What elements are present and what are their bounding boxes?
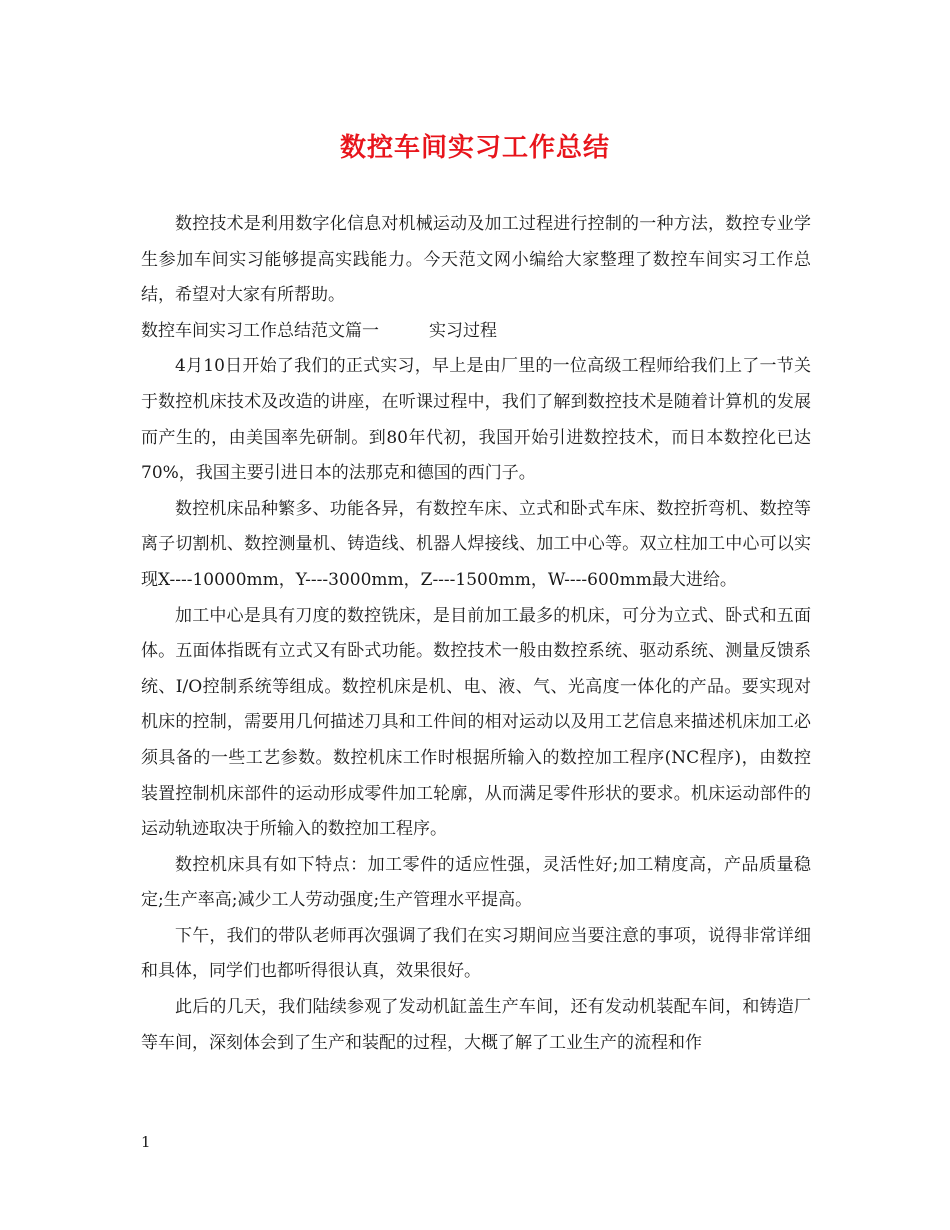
body-paragraph: 此后的几天，我们陆续参观了发动机缸盖生产车间，还有发动机装配车间，和铸造厂等车间，深刻体会到了生产和装配的过程，大概了解了工业生产的流程和作 — [141, 997, 811, 1053]
intro-paragraph: 数控技术是利用数字化信息对机械运动及加工过程进行控制的一种方法，数控专业学生参加车间实习能够提高实践能力。今天范文网小编给大家整理了数控车间实习工作总结，希望对大家有所帮助。 — [141, 214, 811, 306]
body-paragraph: 4月10日开始了我们的正式实习，早上是由厂里的一位高级工程师给我们上了一节关于数控机床技术及改造的讲座，在听课过程中，我们了解到数控技术是随着计算机的发展而产生的，由美国率先研制。到80年代初，我国开始引进数控技术，而日本数控化已达70%，我国主要引进日本的法那克和德国的西门子。 — [141, 356, 811, 484]
page-number: 1 — [141, 1133, 151, 1151]
body-paragraph: 数控机床品种繁多、功能各异，有数控车床、立式和卧式车床、数控折弯机、数控等离子切割机、数控测量机、铸造线、机器人焊接线、加工中心等。双立柱加工中心可以实现X----10000mm，Y----3000mm，Z----1500mm，W----600mm最大进给。 — [141, 498, 811, 590]
section-heading — [141, 314, 811, 350]
body-paragraph: 数控机床具有如下特点：加工零件的适应性强，灵活性好;加工精度高，产品质量稳定;生产率高;减少工人劳动强度;生产管理水平提高。 — [141, 854, 811, 911]
document-body — [141, 207, 811, 1061]
section-heading-title: 数控车间实习工作总结范文篇一 — [141, 320, 379, 341]
document-title: 数控车间实习工作总结 — [339, 133, 610, 163]
body-paragraph: 下午，我们的带队老师再次强调了我们在实习期间应当要注意的事项，说得非常详细和具体，同学们也都听得很认真，效果很好。 — [141, 925, 811, 982]
body-paragraph: 加工中心是具有刀度的数控铣床，是目前加工最多的机床，可分为立式、卧式和五面体。五面体指既有立式又有卧式功能。数控技术一般由数控系统、驱动系统、测量反馈系统、I/O控制系统等组成。数控机床是机、电、液、气、光高度一体化的产品。要实现对机床的控制，需要用几何描述刀具和工件间的相对运动以及用工艺信息来描述机床加工必须具备的一些工艺参数。数控机床工作时根据所输入的数控加工程序(NC程序)，由数控装置控制机床部件的运动形成零件加工轮廓，从而满足零件形状的要求。机床运动部件的运动轨迹取决于所输入的数控加工程序。 — [141, 605, 811, 840]
section-heading-subtitle: 实习过程 — [429, 320, 497, 341]
